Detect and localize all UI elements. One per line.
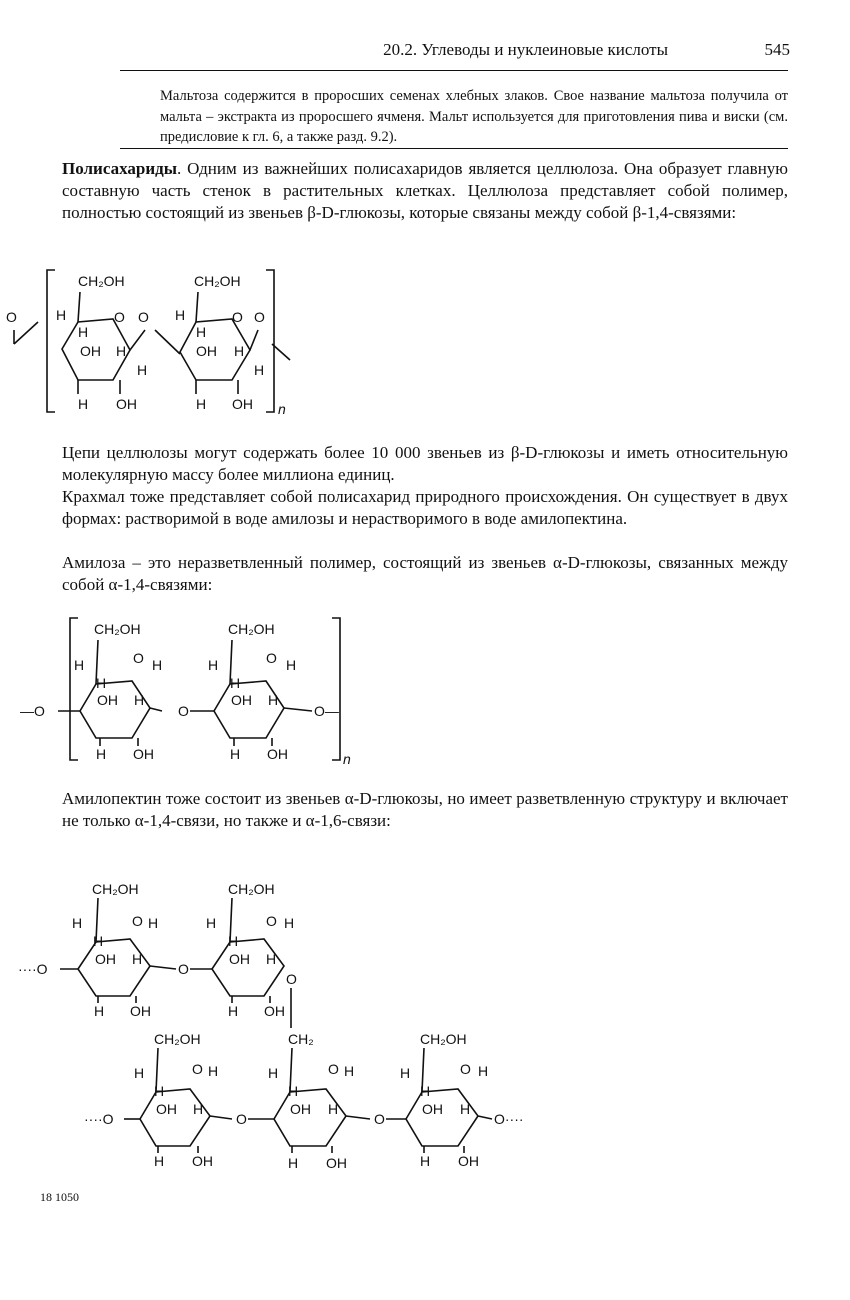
- ring-2-oh: OH: [231, 692, 252, 708]
- o-dash-right: O—: [314, 703, 339, 719]
- bottom-ring-2-oh: OH: [326, 1155, 347, 1171]
- ring-2-h: H: [254, 362, 265, 378]
- dash-o-left: —O: [20, 703, 45, 719]
- ring-1-h: H: [116, 343, 127, 359]
- bracket-left: [47, 270, 55, 412]
- bottom-o-bridge-2: O: [374, 1111, 385, 1127]
- top-ring-1-h: H: [72, 915, 83, 931]
- top-ring-2-h: H: [228, 1003, 239, 1019]
- paragraph-amylopectin: Амилопектин тоже состоит из звеньев α-D-глюкозы, но имеет разветвленную структуру и включает не только α-1,4-связи, но также и α-1,6-связи:: [62, 789, 788, 830]
- ring-2: [214, 681, 284, 738]
- top-o-bridge: O: [178, 961, 189, 977]
- bottom-ring-3-h: H: [460, 1101, 471, 1117]
- ring-2-ch2oh: CH₂OH: [228, 621, 275, 637]
- bottom-o-bridge-1: O: [236, 1111, 247, 1127]
- ring-1-ch2oh: CH₂OH: [78, 273, 125, 289]
- ring-2-h: H: [268, 692, 279, 708]
- top-ring-1-h: H: [148, 915, 159, 931]
- top-ring-2-o-branch: O: [286, 971, 297, 987]
- note-text: Мальтоза содержится в проросших семенах хлебных злаков. Свое название мальтоза получила от мальта – экстракта из проросшего ячменя. Мальт используется для приготовления пива и виски (см. предисловие к гл. 6, а также разд. 9.2).: [160, 88, 788, 145]
- ring-1-ch2oh: CH₂OH: [94, 621, 141, 637]
- top-ring-2: [212, 939, 284, 996]
- amylopectin-structure: [0, 870, 560, 1180]
- ring-1-h: H: [78, 396, 89, 412]
- bottom-ring-2-h: H: [344, 1063, 355, 1079]
- top-ring-2-oh: OH: [264, 1003, 285, 1019]
- bond: [250, 330, 258, 350]
- bond: [196, 292, 198, 322]
- bottom-ring-2-oh: OH: [290, 1101, 311, 1117]
- top-ring-2-oh: OH: [229, 951, 250, 967]
- ring-1-h: H: [56, 307, 67, 323]
- running-head: [0, 38, 790, 62]
- top-ring-1-h: H: [93, 933, 104, 949]
- ring-1: [80, 681, 150, 738]
- bottom-ring-1-h: H: [154, 1083, 165, 1099]
- ring-2-oh: OH: [232, 396, 253, 412]
- ring-1-h: H: [134, 692, 145, 708]
- bond: [155, 330, 180, 354]
- footer-signature: 18 1050: [40, 1190, 79, 1204]
- term-polysaccharides: Полисахариды: [62, 159, 177, 178]
- bottom-ring-1-h: H: [154, 1153, 165, 1169]
- note-rule: [120, 148, 788, 149]
- ring-1-h: H: [78, 324, 89, 340]
- ring-2-h: H: [196, 324, 207, 340]
- top-ring-1-oh: OH: [130, 1003, 151, 1019]
- bracket-left: [70, 618, 78, 760]
- bond: [210, 1116, 232, 1119]
- ring-1-oh: OH: [97, 692, 118, 708]
- paragraph-starch-text: Крахмал тоже представляет собой полисахарид природного происхождения. Он существует в двух формах: растворимой в воде амилозы и нерастворимого в воде амилопектина.: [62, 487, 788, 528]
- header-rule: [120, 70, 788, 71]
- dots-o-left-bottom: ····O: [84, 1111, 114, 1127]
- bottom-ring-2-o: O: [328, 1061, 339, 1077]
- paragraph-polysaccharides: [62, 158, 788, 224]
- ring-2-h: H: [230, 746, 241, 762]
- ring-1-oh: OH: [133, 746, 154, 762]
- bottom-ring-3: [406, 1089, 478, 1146]
- o-bridge: O: [138, 309, 149, 325]
- bottom-ring-2-h: H: [328, 1101, 339, 1117]
- ring-2-oh: OH: [267, 746, 288, 762]
- bottom-ring-1-o: O: [192, 1061, 203, 1077]
- top-ring-1-oh: OH: [95, 951, 116, 967]
- bottom-ring-1: [140, 1089, 210, 1146]
- bottom-ring-2-h: H: [288, 1083, 299, 1099]
- bracket-right: [266, 270, 274, 412]
- ring-2-h: H: [230, 675, 241, 691]
- top-ring-1-h: H: [94, 1003, 105, 1019]
- o-bridge: O: [178, 703, 189, 719]
- ring-2-o: O: [266, 650, 277, 666]
- bottom-ring-3-o: O: [460, 1061, 471, 1077]
- bracket-right: [332, 618, 340, 760]
- ring-1-oh: OH: [116, 396, 137, 412]
- bottom-ring-3-ch2oh: CH₂OH: [420, 1031, 467, 1047]
- top-ring-1-h: H: [132, 951, 143, 967]
- top-ring-2-h: H: [266, 951, 277, 967]
- dots-o-right-bottom: O····: [494, 1111, 524, 1127]
- dots-o-left: ····O: [18, 961, 48, 977]
- bottom-ring-3-oh: OH: [458, 1153, 479, 1169]
- bottom-ring-1-h: H: [193, 1101, 204, 1117]
- bond: [150, 966, 176, 969]
- ring-2-ch2oh: CH₂OH: [194, 273, 241, 289]
- ring-2-o: O: [232, 309, 243, 325]
- ring-2-h: H: [175, 307, 186, 323]
- paragraph-cellulose-chains: Цепи целлюлозы могут содержать более 10 000 звеньев из β-D-глюкозы и иметь относительную молекулярную массу более миллиона единиц.: [62, 443, 788, 484]
- repeat-n: n: [343, 751, 351, 767]
- bottom-ring-2-h: H: [268, 1065, 279, 1081]
- ring-1-h: H: [96, 746, 107, 762]
- ring-1-h: H: [137, 362, 148, 378]
- ring-1-o: O: [114, 309, 125, 325]
- ring-1-h: H: [74, 657, 85, 673]
- bottom-ring-1-ch2oh: CH₂OH: [154, 1031, 201, 1047]
- section-title: 20.2. Углеводы и нуклеиновые кислоты: [383, 40, 668, 59]
- bond: [14, 322, 38, 344]
- bottom-ring-1-h: H: [134, 1065, 145, 1081]
- page-number: 545: [764, 40, 790, 59]
- ring-2-h: H: [196, 396, 207, 412]
- bottom-ring-1-oh: OH: [192, 1153, 213, 1169]
- ring-2-h: H: [234, 343, 245, 359]
- bottom-ring-3-h: H: [400, 1065, 411, 1081]
- top-ring-1: [78, 939, 150, 996]
- cellulose-structure: [0, 262, 320, 422]
- ring-1-o: O: [133, 650, 144, 666]
- ring-1-h: H: [96, 675, 107, 691]
- bottom-ring-3-oh: OH: [422, 1101, 443, 1117]
- bond: [478, 1116, 492, 1119]
- top-ring-1-o: O: [132, 913, 143, 929]
- top-ring-1-ch2oh: CH₂OH: [92, 881, 139, 897]
- paragraph-starch: [62, 486, 788, 530]
- bottom-ring-2-h: H: [288, 1155, 299, 1171]
- bottom-ring-3-h: H: [420, 1153, 431, 1169]
- ring-2-h: H: [286, 657, 297, 673]
- o-left: O: [6, 309, 17, 325]
- bond: [346, 1116, 370, 1119]
- top-ring-2-ch2oh: CH₂OH: [228, 881, 275, 897]
- bottom-ring-2-ch2: CH₂: [288, 1031, 314, 1047]
- paragraph-amylose: Амилоза – это неразветвленный полимер, состоящий из звеньев α-D-глюкозы, связанных между собой α-1,4-связями:: [62, 553, 788, 594]
- bond: [150, 708, 162, 711]
- paragraph-polysaccharides-text: . Одним из важнейших полисахаридов является целлюлоза. Она образует главную составную часть стенок в растительных клетках. Целлюлоза представляет собой полимер, полностью состоящий из звеньев β-D-глюкозы, которые связаны между собой β-1,4-связями:: [62, 159, 788, 222]
- top-ring-2-h: H: [206, 915, 217, 931]
- bottom-ring-1-oh: OH: [156, 1101, 177, 1117]
- o-right: O: [254, 309, 265, 325]
- ring-1-oh: OH: [80, 343, 101, 359]
- ring-2-h: H: [208, 657, 219, 673]
- top-ring-2-o: O: [266, 913, 277, 929]
- bottom-ring-1-h: H: [208, 1063, 219, 1079]
- ring-1-h: H: [152, 657, 163, 673]
- top-ring-2-h: H: [284, 915, 295, 931]
- ring-2-oh: OH: [196, 343, 217, 359]
- bottom-ring-3-h: H: [478, 1063, 489, 1079]
- top-ring-2-h: H: [228, 933, 239, 949]
- bottom-ring-3-h: H: [420, 1083, 431, 1099]
- bond: [284, 708, 312, 711]
- amylose-structure: [0, 612, 380, 772]
- repeat-n: n: [278, 401, 286, 417]
- bond: [78, 292, 80, 322]
- bond: [130, 330, 145, 350]
- bottom-ring-2: [274, 1089, 346, 1146]
